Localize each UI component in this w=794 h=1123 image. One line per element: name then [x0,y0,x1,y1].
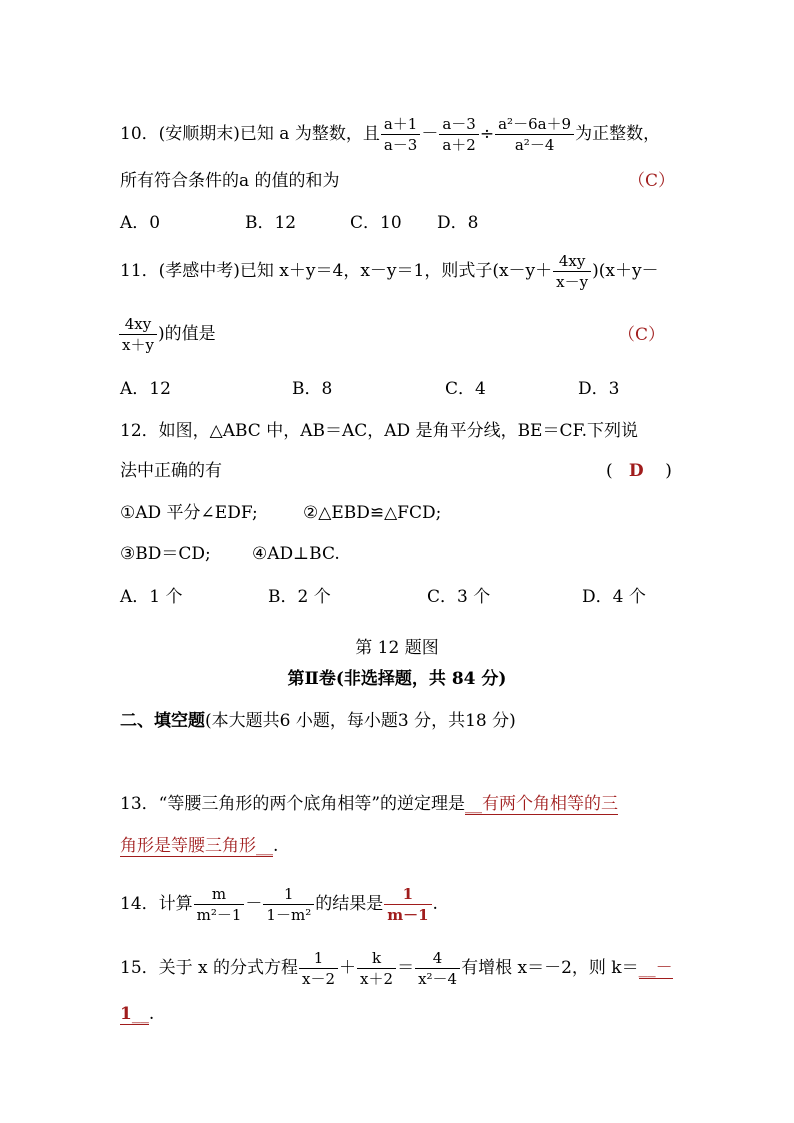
q15-answer-part2: 1 [120,1004,132,1024]
fraction: $\frac{k}{x+2}$ [357,948,396,989]
question-number: 11． [120,261,159,281]
q13-line1: 13．“等腰三角形的两个底角相等”的逆定理是__有两个角相等的三 [120,794,619,814]
q10-answer: （C） [628,171,676,191]
q11-option-b: B．8 [292,379,333,399]
q12-statement-1: ①AD 平分∠EDF; [120,503,258,523]
q12-answer-bracket: ( D ) [606,461,672,481]
q11-answer: （C） [618,325,666,345]
question-source: (安顺期末) [158,124,240,144]
q15-line2: 1__. [120,1004,155,1024]
fraction: $\frac{a+1}{a-3}$ [381,114,421,155]
q10-line2: 所有符合条件的a 的值的和为 [120,171,340,191]
figure-caption: 第 12 题图 [355,638,439,658]
q14-line: 14．计算 $\frac{m}{\text{m²－1}}$ － $\frac{1}{\text{1－m²}}$ 的结果是 $\frac{1}{m-1}$ . [120,885,438,924]
fraction: $\frac{m}{\text{m²－1}}$ [194,884,245,925]
q11-line1: 11．(孝感中考)已知 x＋y＝4，x－y＝1，则式子(x－y＋ $\frac{4xy}{x-y}$ )(x＋y－ [120,252,659,291]
q12-statement-4: ④AD⊥BC. [252,544,340,564]
q12-line1: 12．如图，△ABC 中，AB＝AC，AD 是角平分线，BE＝CF.下列说 [120,421,639,441]
part2-title: 第Ⅱ卷(非选择题，共 84 分) [287,669,507,689]
q12-answer: D [628,461,644,481]
q14-answer: $\frac{1}{m-1}$ [384,884,431,925]
q10-option-a: A．0 [120,213,161,233]
q10-option-b: B．12 [245,213,297,233]
section2-heading: 二、填空题(本大题共6 小题，每小题3 分，共18 分) [120,711,516,731]
q10-option-d: D．8 [437,213,479,233]
q12-statement-2: ②△EBD≌△FCD; [303,503,442,523]
q11-option-a: A．12 [120,379,171,399]
q11-option-c: C．4 [445,379,486,399]
q13-answer-part1: __有两个角相等的三 [465,794,619,814]
q10-option-c: C．10 [350,213,402,233]
question-source: (孝感中考) [158,261,240,281]
fraction: $\frac{4}{\text{x²－4}}$ [415,948,460,989]
q15-answer-part1: __－ [638,958,673,978]
q12-statement-3: ③BD＝CD; [120,544,211,564]
question-number: 10． [120,124,159,144]
fraction: $\frac{a-3}{a+2}$ [439,114,479,155]
q11-line2: $\frac{4xy}{x+y}$ )的值是 [118,314,216,355]
q12-option-b: B．2 个 [268,587,331,607]
fraction: $\frac{4xy}{x-y}$ [553,251,591,292]
q12-option-a: A．1 个 [120,587,183,607]
fraction: $\frac{1}{\text{1－m²}}$ [263,884,314,925]
q12-line2: 法中正确的有 [120,461,222,481]
q13-answer-part2: 角形是等腰三角形__ [120,836,273,856]
fraction: $\frac{1}{x-2}$ [299,948,338,989]
q13-line2: 角形是等腰三角形__. [120,836,279,856]
q12-option-c: C．3 个 [427,587,491,607]
fraction: $\frac{\text{a²－6a＋9}}{\text{a²－4}}$ [495,114,574,155]
q15-line1: 15．关于 x 的分式方程 $\frac{1}{x-2}$ ＋ $\frac{k}{x+2}$ ＝ $\frac{4}{\text{x²－4}}$ 有增根 x＝－2，则 k＝__－ [120,949,673,988]
q10-line1: 10．(安顺期末)已知 a 为整数，且 $\frac{a+1}{a-3}$ － $\frac{a-3}{a+2}$ ÷ $\frac{\text{a²－6a＋9}}{\text{a²－4}}$ 为正整数， [120,115,661,154]
fraction: $\frac{4xy}{x+y}$ [119,314,157,355]
q12-option-d: D．4 个 [582,587,646,607]
q11-option-d: D．3 [578,379,620,399]
